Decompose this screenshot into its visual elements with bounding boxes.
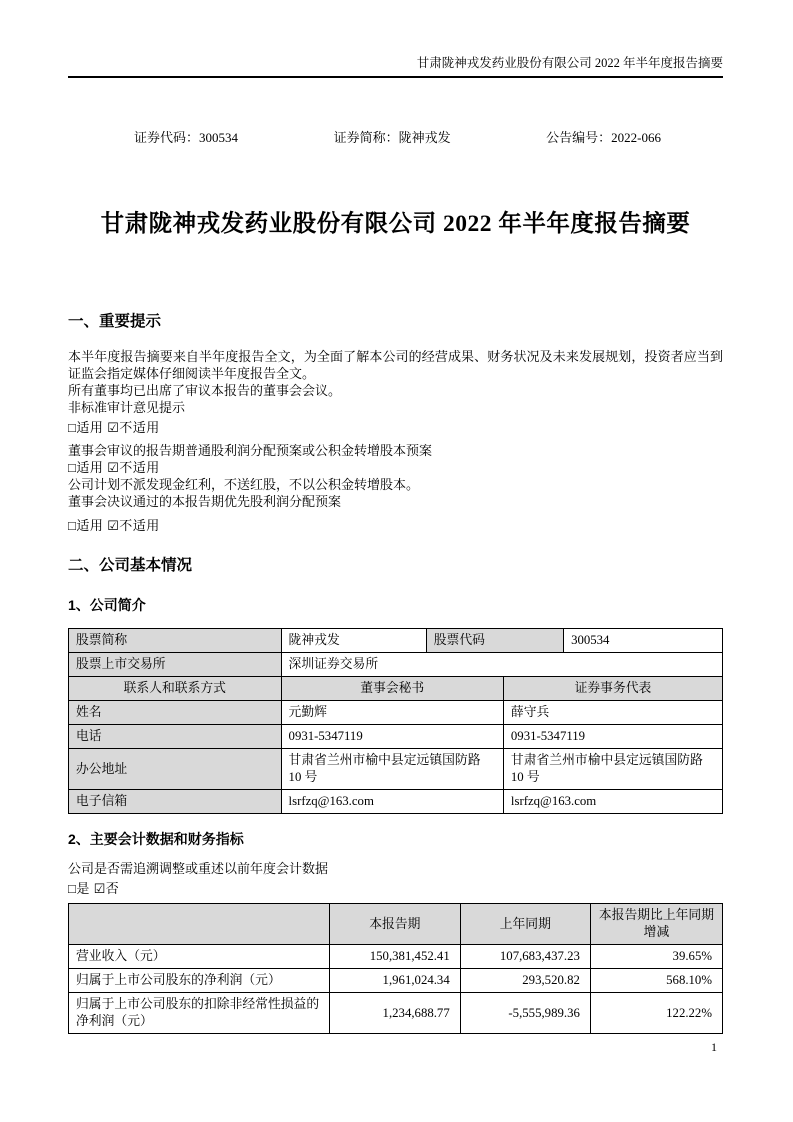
page-number: 1: [711, 1040, 717, 1054]
restatement-question: 公司是否需追溯调整或重述以前年度会计数据: [68, 861, 329, 876]
notice-paragraph-preferred-shares: 董事会决议通过的本报告期优先股利润分配预案: [68, 494, 342, 509]
cell-representative-header: 证券事务代表: [503, 677, 722, 701]
cell-stock-abbr-value: 陇神戎发: [281, 629, 426, 653]
cell-revenue-label: 营业收入（元）: [69, 945, 330, 969]
table-row-revenue: [69, 945, 723, 969]
cell-stock-code-value: 300534: [564, 629, 723, 653]
cell-stock-abbr-label: 股票简称: [69, 629, 282, 653]
table-row-email: [69, 790, 723, 814]
table-row-financial-header: [69, 904, 723, 945]
cell-exchange-label: 股票上市交易所: [69, 653, 282, 677]
cell-address-label: 办公地址: [69, 749, 282, 790]
cell-header-current-period: 本报告期: [329, 904, 460, 945]
notice-paragraph-directors: 所有董事均已出席了审议本报告的董事会会议。: [68, 383, 342, 398]
cell-name-label: 姓名: [69, 701, 282, 725]
notice-paragraph-audit-opinion: 非标准审计意见提示: [68, 400, 186, 415]
cell-representative-address: 甘肃省兰州市榆中县定远镇国防路 10 号: [503, 749, 722, 790]
table-row-address: [69, 749, 723, 790]
cell-representative-phone: 0931-5347119: [503, 725, 722, 749]
cell-net-profit-change: 568.10%: [590, 969, 722, 993]
cell-email-label: 电子信箱: [69, 790, 282, 814]
cell-header-blank: [69, 904, 330, 945]
stock-abbr-text: 证券简称：陇神戎发: [333, 130, 451, 145]
cell-revenue-change: 39.65%: [590, 945, 722, 969]
meta-row: [68, 130, 723, 146]
section-heading-company-basics: 二、公司基本情况: [68, 557, 193, 574]
cell-secretary-email: lsrfzq@163.com: [281, 790, 503, 814]
checkbox-line-audit: □适用 ☑不适用: [68, 420, 160, 435]
company-info-table: [68, 628, 723, 814]
cell-representative-email: lsrfzq@163.com: [503, 790, 722, 814]
cell-revenue-current: 150,381,452.41: [329, 945, 460, 969]
cell-secretary-address: 甘肃省兰州市榆中县定远镇国防路 10 号: [281, 749, 503, 790]
subheading-financial-indicators: 2、主要会计数据和财务指标: [68, 831, 244, 847]
cell-net-profit-prior: 293,520.82: [460, 969, 590, 993]
cell-stock-code-label: 股票代码: [426, 629, 563, 653]
cell-secretary-name: 元勤辉: [281, 701, 503, 725]
main-title: 甘肃陇神戎发药业股份有限公司 2022 年半年度报告摘要: [100, 211, 691, 237]
cell-secretary-phone: 0931-5347119: [281, 725, 503, 749]
cell-phone-label: 电话: [69, 725, 282, 749]
table-row-stock-abbr: [69, 629, 723, 653]
notice-paragraph-no-dividend: 公司计划不派发现金红利，不送红股，不以公积金转增股本。: [68, 477, 420, 492]
stock-code-text: 证券代码：300534: [134, 130, 239, 145]
cell-net-profit-current: 1,961,024.34: [329, 969, 460, 993]
checkbox-line-restatement: □是 ☑否: [68, 881, 120, 896]
page-header: [68, 55, 723, 78]
cell-net-profit-excl-label: 归属于上市公司股东的扣除非经常性损益的净利润（元）: [69, 993, 330, 1034]
table-row-name: [69, 701, 723, 725]
cell-representative-name: 薛守兵: [503, 701, 722, 725]
financial-data-table: [68, 903, 723, 1034]
cell-header-prior-period: 上年同期: [460, 904, 590, 945]
table-row-net-profit-excl: [69, 993, 723, 1034]
cell-revenue-prior: 107,683,437.23: [460, 945, 590, 969]
notice-paragraph-dividend-plan: 董事会审议的报告期普通股利润分配预案或公积金转增股本预案: [68, 443, 433, 458]
cell-net-profit-excl-change: 122.22%: [590, 993, 722, 1034]
table-row-net-profit: [69, 969, 723, 993]
cell-header-change: 本报告期比上年同期增减: [590, 904, 722, 945]
cell-exchange-value: 深圳证券交易所: [281, 653, 722, 677]
checkbox-line-preferred: □适用 ☑不适用: [68, 518, 160, 533]
table-row-contact-header: [69, 677, 723, 701]
cell-net-profit-excl-current: 1,234,688.77: [329, 993, 460, 1034]
table-row-exchange: [69, 653, 723, 677]
cell-contact-header: 联系人和联系方式: [69, 677, 282, 701]
cell-secretary-header: 董事会秘书: [281, 677, 503, 701]
table-row-phone: [69, 725, 723, 749]
section-heading-important-notice: 一、重要提示: [68, 313, 162, 330]
header-doc-title: 甘肃陇神戎发药业股份有限公司 2022 年半年度报告摘要: [416, 56, 723, 70]
notice-paragraph-intro: 本半年度报告摘要来自半年度报告全文，为全面了解本公司的经营成果、财务状况及未来发展规划，投资者应当到证监会指定媒体仔细阅读半年度报告全文。: [68, 349, 723, 381]
announcement-no-text: 公告编号：2022-066: [546, 130, 661, 145]
cell-net-profit-label: 归属于上市公司股东的净利润（元）: [69, 969, 330, 993]
subheading-company-profile: 1、公司简介: [68, 597, 146, 613]
checkbox-line-dividend: □适用 ☑不适用: [68, 460, 160, 475]
cell-net-profit-excl-prior: -5,555,989.36: [460, 993, 590, 1034]
